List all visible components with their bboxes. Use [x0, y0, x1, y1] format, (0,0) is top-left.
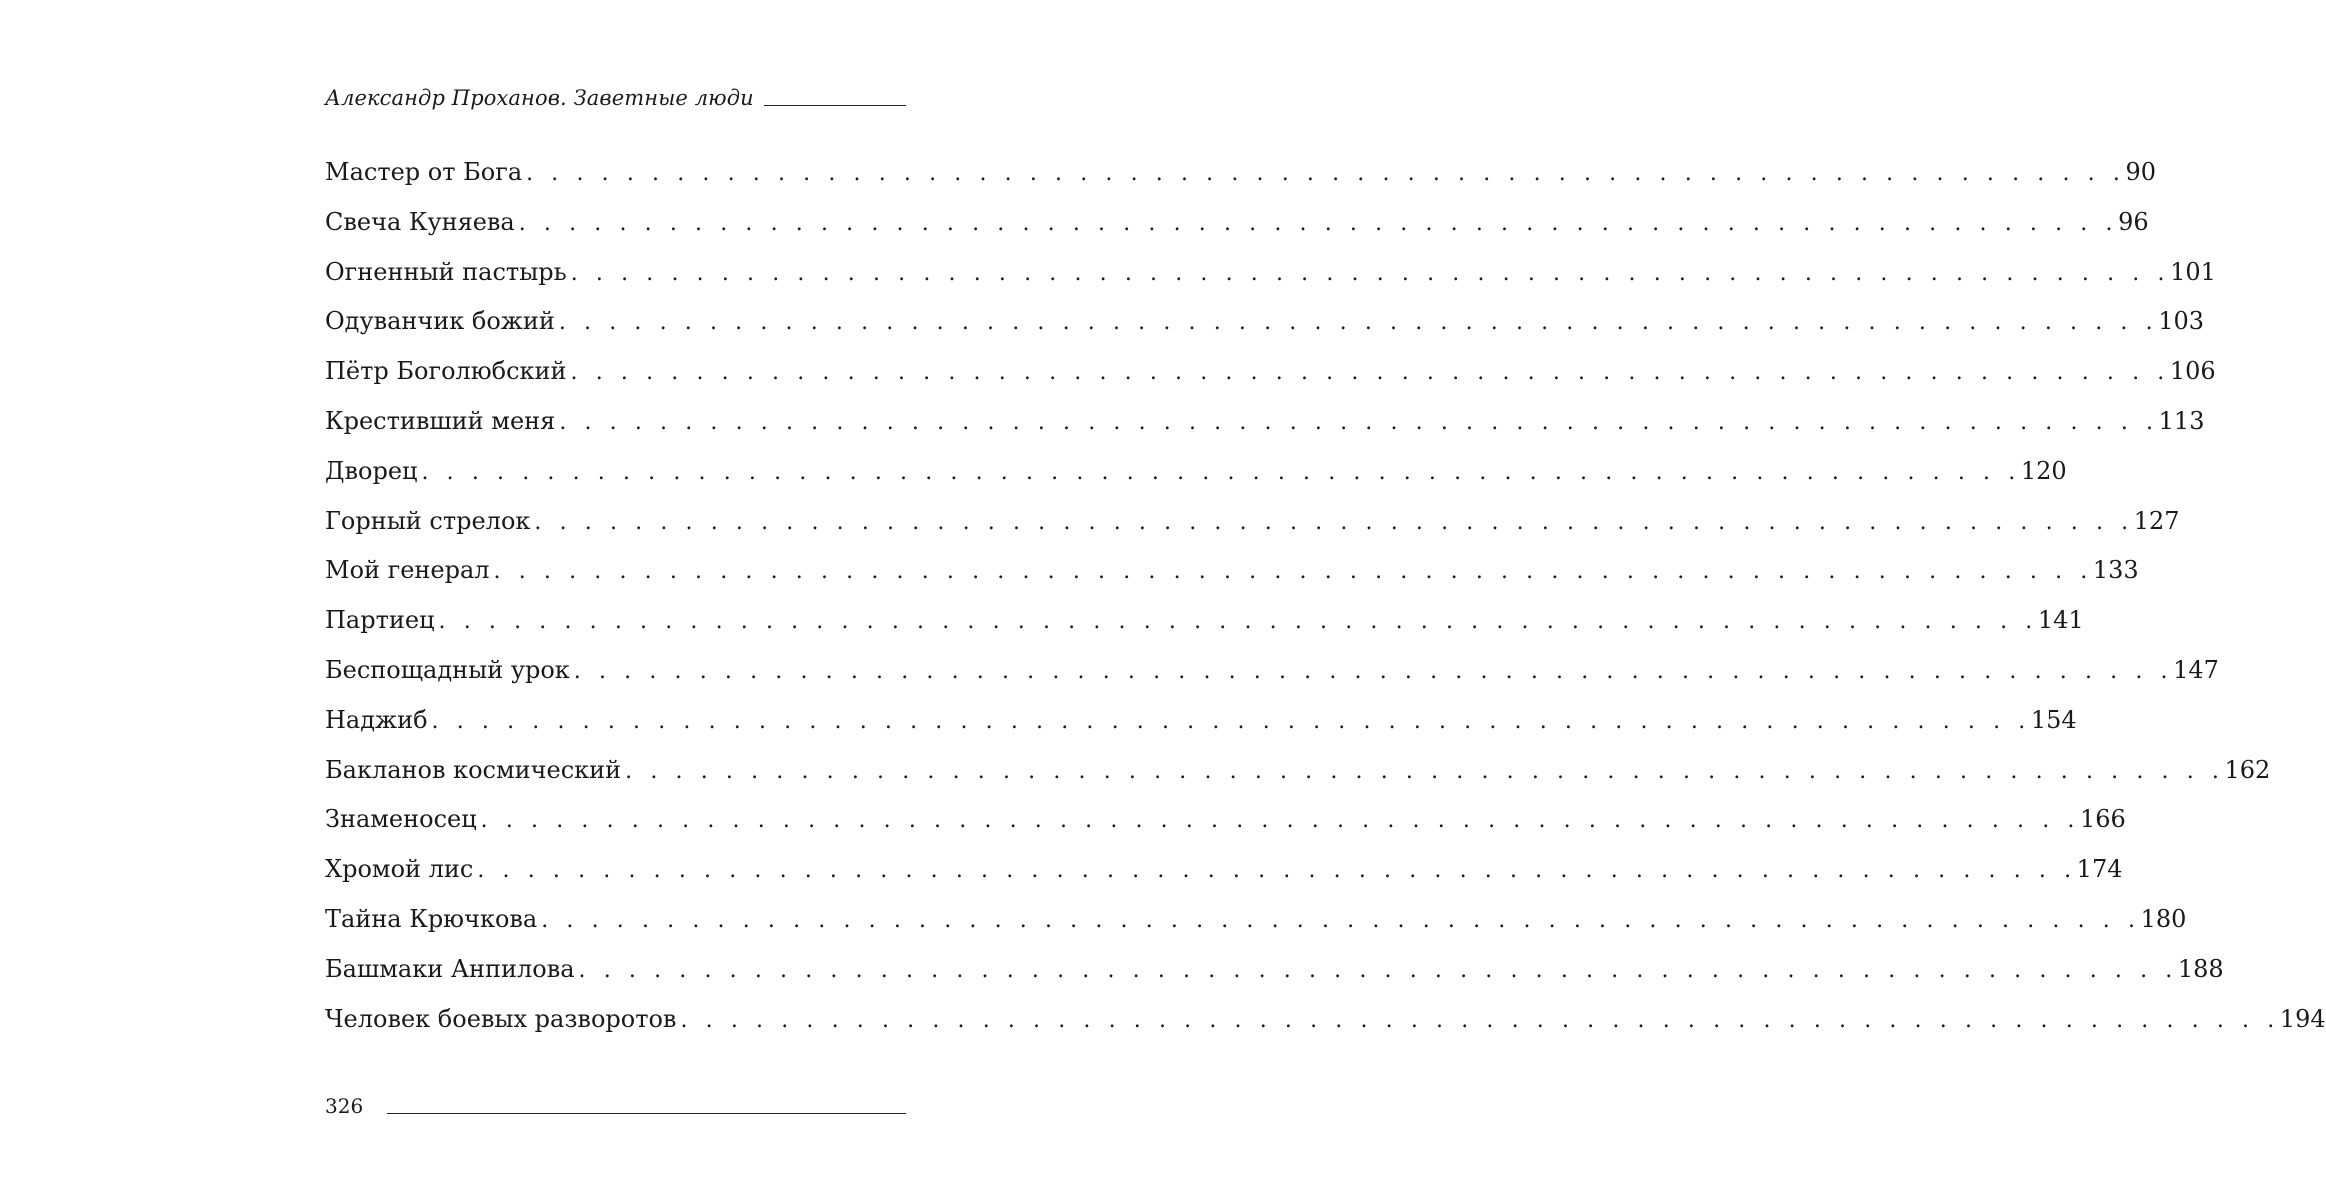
toc-entry [325, 596, 2084, 646]
toc-entry-page: 101 [2170, 257, 2216, 286]
toc-entry-title: Свеча Куняева [325, 207, 515, 236]
toc-entry [325, 945, 2224, 995]
toc-dot-leader: . . . . . . . . . . . . . . . . . . . . . . . . . . . . . . . . . . . . . . . . . . . . . . . . . . . . . . . . . . . . . . . . [578, 957, 2178, 983]
toc-entry-page: 90 [2125, 158, 2157, 186]
toc-dot-leader: . . . . . . . . . . . . . . . . . . . . . . . . . . . . . . . . . . . . . . . . . . . . . . . . . . . . . . . . . . . . . . . . [438, 609, 2038, 635]
toc-entry-title: Бакланов космический [325, 755, 622, 784]
toc-entry-page: 188 [2177, 954, 2224, 983]
toc-entry-title: Беспощадный урок [325, 655, 570, 684]
toc-entry [325, 646, 2219, 696]
toc-entry [325, 397, 2205, 447]
toc-entry [325, 347, 2216, 397]
toc-entry-title: Одуванчик божий [325, 307, 555, 336]
toc-dot-leader: . . . . . . . . . . . . . . . . . . . . . . . . . . . . . . . . . . . . . . . . . . . . . . . . . . . . . . . . . . . . . . . . [480, 808, 2080, 834]
toc-dot-leader: . . . . . . . . . . . . . . . . . . . . . . . . . . . . . . . . . . . . . . . . . . . . . . . . . . . . . . . . . . . . . . . . [573, 658, 2174, 684]
running-head-text: Александр Проханов. Заветные люди [325, 86, 754, 110]
toc-dot-leader: . . . . . . . . . . . . . . . . . . . . . . . . . . . . . . . . . . . . . . . . . . . . . . . . . . . . . . . . . . . . . . . . [680, 1007, 2280, 1033]
toc-entry [325, 497, 2180, 547]
book-page [325, 0, 2326, 1200]
toc-entry [325, 845, 2123, 895]
toc-entry-page: 96 [2118, 207, 2149, 236]
toc-entry [325, 198, 2149, 248]
toc-entry-title: Партиец [325, 606, 435, 635]
toc-entry [325, 746, 2271, 796]
toc-entry-page: 154 [2030, 705, 2077, 734]
toc-entry [325, 895, 2187, 945]
toc-entry-page: 103 [2158, 307, 2205, 336]
toc-entry-page: 162 [2224, 755, 2271, 784]
toc-entry-title: Пётр Боголюбский [325, 357, 567, 386]
toc-entry-page: 194 [2279, 1004, 2326, 1033]
toc-entry-title: Знаменосец [325, 805, 477, 834]
table-of-contents [325, 148, 2326, 1044]
toc-entry-title: Тайна Крючкова [325, 904, 538, 933]
toc-dot-leader: . . . . . . . . . . . . . . . . . . . . . . . . . . . . . . . . . . . . . . . . . . . . . . . . . . . . . . . . . . . . . . . . [559, 409, 2159, 435]
running-head-rule [764, 105, 906, 106]
toc-dot-leader: . . . . . . . . . . . . . . . . . . . . . . . . . . . . . . . . . . . . . . . . . . . . . . . . . . . . . . . . . . . . . . . . [526, 161, 2126, 186]
toc-entry-title: Огненный пастырь [325, 257, 567, 286]
toc-entry-title: Горный стрелок [325, 506, 531, 535]
toc-entry-page: 141 [2037, 606, 2084, 635]
toc-dot-leader: . . . . . . . . . . . . . . . . . . . . . . . . . . . . . . . . . . . . . . . . . . . . . . . . . . . . . . . . . . . . . . . . [541, 907, 2141, 933]
toc-entry-page: 106 [2169, 357, 2216, 386]
toc-entry-title: Наджиб [325, 705, 428, 734]
toc-entry-page: 127 [2133, 506, 2180, 535]
toc-entry-title: Хромой лис [325, 855, 474, 884]
toc-entry-page: 133 [2092, 556, 2139, 585]
toc-entry [325, 447, 2067, 497]
toc-dot-leader: . . . . . . . . . . . . . . . . . . . . . . . . . . . . . . . . . . . . . . . . . . . . . . . . . . . . . . . . . . . . . . . . [493, 559, 2093, 585]
toc-entry-page: 180 [2140, 904, 2187, 933]
toc-dot-leader: . . . . . . . . . . . . . . . . . . . . . . . . . . . . . . . . . . . . . . . . . . . . . . . . . . . . . . . . . . . . . . . . [421, 459, 2021, 485]
toc-entry [325, 995, 2326, 1045]
toc-dot-leader: . . . . . . . . . . . . . . . . . . . . . . . . . . . . . . . . . . . . . . . . . . . . . . . . . . . . . . . . . . . . . . . . [477, 858, 2077, 884]
toc-entry-page: 147 [2173, 655, 2219, 684]
toc-entry-page: 166 [2080, 805, 2126, 834]
toc-entry-title: Крестивший меня [325, 406, 556, 435]
toc-dot-leader: . . . . . . . . . . . . . . . . . . . . . . . . . . . . . . . . . . . . . . . . . . . . . . . . . . . . . . . . . . . . . . . . [518, 210, 2119, 236]
toc-dot-leader: . . . . . . . . . . . . . . . . . . . . . . . . . . . . . . . . . . . . . . . . . . . . . . . . . . . . . . . . . . . . . . . . [558, 310, 2159, 336]
toc-entry-page: 174 [2076, 855, 2123, 884]
page-number: 326 [325, 1094, 364, 1118]
toc-dot-leader: . . . . . . . . . . . . . . . . . . . . . . . . . . . . . . . . . . . . . . . . . . . . . . . . . . . . . . . . . . . . . . . . [534, 509, 2134, 535]
footer-rule [387, 1113, 906, 1114]
toc-entry-title: Башмаки Анпилова [325, 954, 575, 983]
toc-dot-leader: . . . . . . . . . . . . . . . . . . . . . . . . . . . . . . . . . . . . . . . . . . . . . . . . . . . . . . . . . . . . . . . . [431, 708, 2031, 734]
toc-dot-leader: . . . . . . . . . . . . . . . . . . . . . . . . . . . . . . . . . . . . . . . . . . . . . . . . . . . . . . . . . . . . . . . . [570, 260, 2171, 286]
toc-entry [325, 248, 2216, 298]
toc-entry-page: 120 [2020, 456, 2067, 485]
toc-entry-title: Мой генерал [325, 556, 490, 585]
toc-entry-title: Мастер от Бога [325, 158, 523, 186]
toc-entry [325, 546, 2139, 596]
toc-entry [325, 148, 2157, 198]
page-footer [325, 1090, 906, 1120]
toc-entry [325, 696, 2077, 746]
toc-dot-leader: . . . . . . . . . . . . . . . . . . . . . . . . . . . . . . . . . . . . . . . . . . . . . . . . . . . . . . . . . . . . . . . . [570, 360, 2170, 386]
toc-entry-title: Дворец [325, 456, 418, 485]
toc-entry-title: Человек боевых разворотов [325, 1004, 677, 1033]
toc-entry-page: 113 [2158, 406, 2205, 435]
toc-dot-leader: . . . . . . . . . . . . . . . . . . . . . . . . . . . . . . . . . . . . . . . . . . . . . . . . . . . . . . . . . . . . . . . . [625, 758, 2225, 784]
toc-entry [325, 795, 2126, 845]
running-head [325, 80, 906, 112]
toc-entry [325, 297, 2205, 347]
